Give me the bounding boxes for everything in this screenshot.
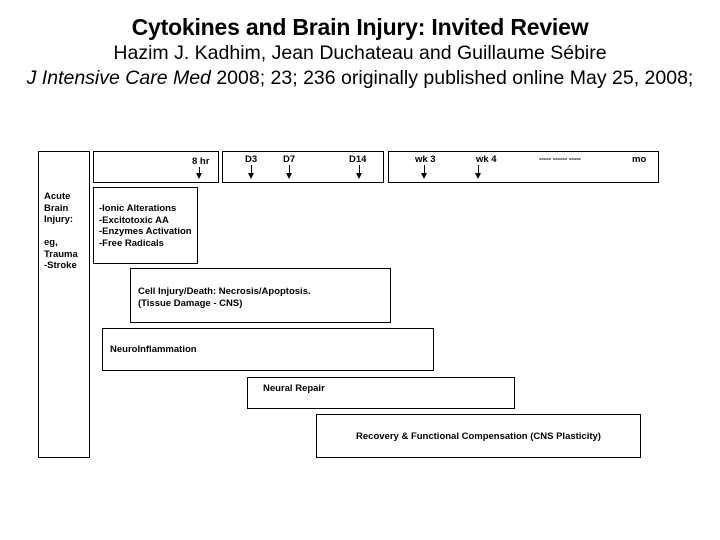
ionic-line: -Free Radicals: [99, 237, 164, 249]
acute-line: eg,: [44, 237, 58, 248]
neuroinflammation-label: NeuroInflammation: [110, 344, 197, 355]
recovery-box: [316, 414, 641, 458]
acute-line: Acute: [44, 191, 71, 202]
cell-injury-line: Cell Injury/Death: Necrosis/Apoptosis.: [138, 286, 311, 297]
cell-injury-box: [130, 268, 391, 323]
timeline-label-wk3: wk 3: [415, 154, 436, 165]
timeline-label-wk4: wk 4: [476, 154, 497, 165]
acute-line: Brain: [44, 202, 69, 214]
timeline-weeks-box: [388, 151, 659, 183]
timeline-label-d14: D14: [349, 154, 367, 165]
arrow-down-icon: [475, 173, 481, 179]
timeline-dashes: ----- ------ -----: [539, 154, 581, 163]
citation-line: [0, 67, 720, 90]
timeline-days-box: [222, 151, 384, 183]
arrow-down-icon: [248, 173, 254, 179]
timeline-label-d7: D7: [283, 154, 296, 165]
acute-line-gap: [44, 226, 78, 238]
arrow-down-icon: [286, 173, 292, 179]
neural-repair-label: Neural Repair: [263, 383, 325, 394]
journal-name: J Intensive Care Med: [26, 67, 211, 89]
timeline-hours-box: [93, 151, 219, 183]
cell-injury-line: (Tissue Damage - CNS): [138, 297, 243, 309]
page-title: Cytokines and Brain Injury: Invited Review: [131, 14, 589, 40]
ionic-line: -Ionic Alterations: [99, 203, 177, 214]
neuroinflammation-box: [102, 328, 434, 371]
ionic-line: -Excitotoxic AA: [99, 214, 169, 226]
ionic-alterations-box: [93, 187, 198, 264]
acute-brain-injury-box: [38, 151, 90, 458]
arrow-down-icon: [196, 173, 202, 179]
citation-details: 2008; 23; 236 originally published online May 25, 2008;: [210, 67, 694, 89]
timeline-label-mo: mo: [632, 154, 647, 165]
timeline-label-8hr: 8 hr: [192, 156, 210, 167]
acute-line: Trauma: [44, 248, 78, 260]
arrow-down-icon: [356, 173, 362, 179]
acute-brain-injury-text: [44, 191, 78, 272]
neural-repair-box: [247, 377, 515, 409]
acute-line: -Stroke: [44, 260, 77, 271]
arrow-down-icon: [421, 173, 427, 179]
ionic-line: -Enzymes Activation: [99, 226, 192, 237]
timeline-label-d3: D3: [245, 154, 258, 165]
recovery-label: Recovery & Functional Compensation (CNS Plasticity): [356, 430, 601, 442]
authors-line: Hazim J. Kadhim, Jean Duchateau and Guillaume Sébire: [113, 42, 607, 64]
acute-line: Injury:: [44, 214, 74, 225]
